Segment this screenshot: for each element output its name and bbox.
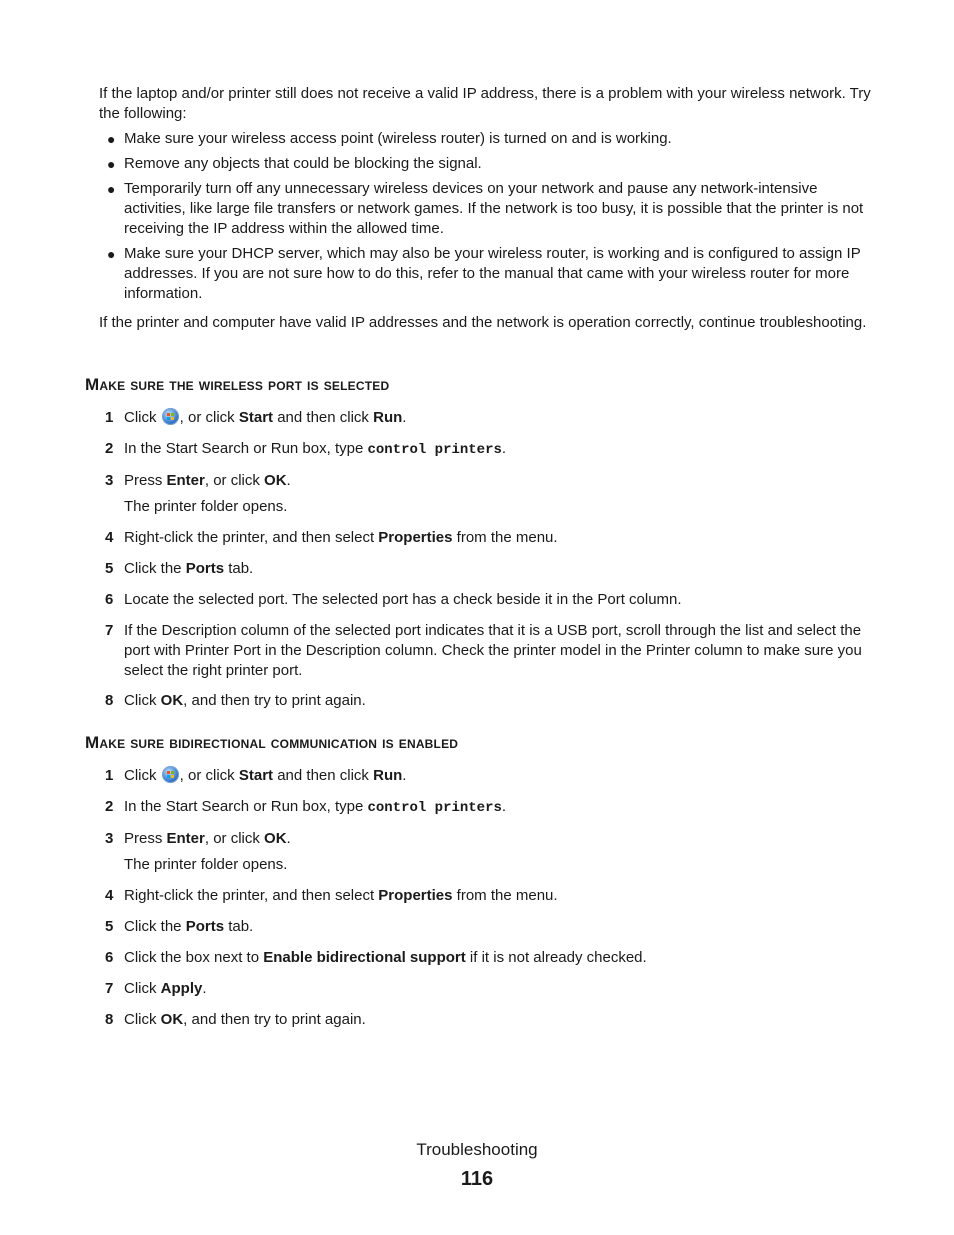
- page-number: 116: [460, 1168, 494, 1190]
- command-text: control printers: [367, 800, 502, 816]
- windows-start-orb-icon: [162, 408, 179, 425]
- step-result-text: The printer folder opens.: [124, 856, 288, 873]
- intro-paragraph: If the laptop and/or printer still does not receive a valid IP address, there is a problem with your wireless network. Try the following:: [99, 85, 871, 122]
- windows-start-orb-icon: [162, 766, 179, 783]
- command-text: control printers: [367, 442, 502, 458]
- bullet-icon: ●: [107, 246, 116, 262]
- section-heading-wireless-port: Make sure the wireless port is selected: [85, 375, 390, 394]
- bullet-icon: ●: [107, 156, 116, 172]
- document-page: If the laptop and/or printer still does not receive a valid IP address, there is a problem with your wireless network. Try the following: ● Make sure your wireless access point (wireless router) is turned on and is working. ● Remove any objects that could be blocking the signal. ● Temporarily turn off any unnecessary wireless devices on your network and pause any network-intensive activities, like large file transfers or network games. If the network is too busy, it is possible that the printer is not receiving the IP address within the allowed time. ● Make sure your DHCP server, which may also be your wireless router, is working and is configured to assign IP addresses. If you are not sure how to do this, refer to the manual that came with your wireless router for more information. If the printer and computer have valid IP addresses and the network is operation correctly, continue troubleshooting. Make sure the wireless port is selected 1 Click , or click Start and then click Run. 2 In the Start Search or Run box, type control printers. 3 Press Enter, or click OK. The printer folder opens. 4 Right-click the printer, and then select Properties from the menu. 5 Click the Ports tab. 6 Locate the selected port. The selected port has a check beside it in the Port column. 7 If the Description column of the selected port indicates that it is a USB port, scroll through the list and select the port with Printer Port in the Description column. Check the printer model in the Printer column to make sure you select the right printer port. 8 Click OK, and then try to print again. Make sure bidirectional communication is enabled 1 Click , or click Start and then click Run. 2 In the Start Search or Run box, type control printers. 3 Press Enter, or click OK. The printer folder opens. 4 Right-click the printer, and then select Properties from the menu. 5 Click the Ports tab. 6 Click the box next to Enable bidirectional support if it is not already checked. 7 Click Apply. 8 Click OK, and then try to print again. Troubleshooting 116: [0, 0, 954, 1235]
- bullet-icon: ●: [107, 131, 116, 147]
- closing-paragraph: If the printer and computer have valid IP addresses and the network is operation correctly, continue troubleshooting.: [99, 314, 867, 331]
- section-heading-bidirectional: Make sure bidirectional communication is enabled: [85, 733, 459, 752]
- bullet-icon: ●: [107, 181, 116, 197]
- step-result-text: The printer folder opens.: [124, 498, 288, 515]
- footer-section-label: Troubleshooting: [416, 1140, 538, 1159]
